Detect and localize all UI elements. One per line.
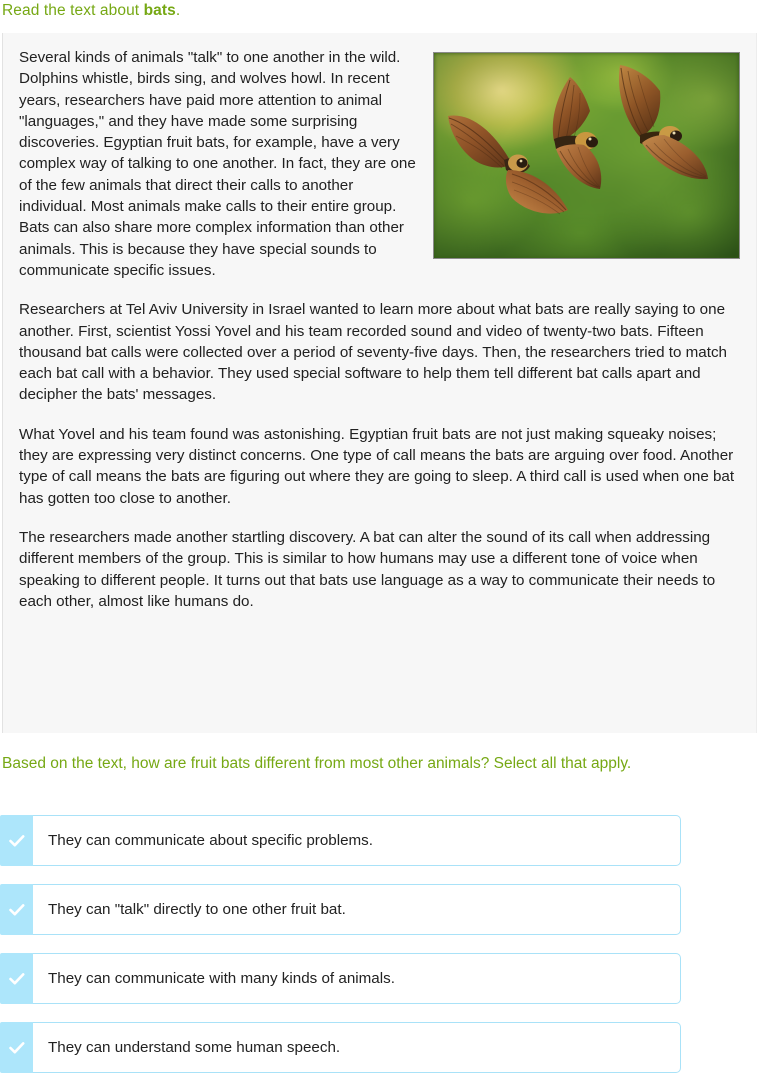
answer-option-4-body[interactable] [33,1022,681,1073]
answer-option-3-body[interactable] [33,953,681,1004]
answer-option-2-body[interactable] [33,884,681,935]
answer-option-2-label: They can "talk" directly to one other fruit bat. [48,900,346,918]
checkbox-3[interactable] [0,953,33,1004]
question-text: Based on the text, how are fruit bats different from most other animals? Select all that apply. [2,755,632,772]
check-icon [9,1041,25,1055]
check-icon [9,972,25,986]
answer-option-1-label: They can communicate about specific problems. [48,831,373,849]
checkbox-4[interactable] [0,1022,33,1073]
answer-option-4[interactable] [0,1022,681,1073]
passage-paragraph-2: Researchers at Tel Aviv University in Israel wanted to learn more about what bats are really saying to one another. First, scientist Yossi Yovel and his team recorded sound and video of twenty-two bats. Fifteen thousand bat calls were collected over a period of seventy-five days. Then, the researchers tried to match each bat call with a behavior. They used special software to help them tell different bat calls apart and decipher the bats' messages. [19,301,727,404]
passage-box [2,33,757,733]
check-icon [9,834,25,848]
passage-paragraph-4: The researchers made another startling discovery. A bat can alter the sound of its call when addressing different members of the group. This is similar to how humans may use a different tone of voice when speaking to different people. It turns out that bats use language as a way to communicate their needs to each other, almost like humans do. [19,528,716,610]
answer-option-1-body[interactable] [33,815,681,866]
answer-option-4-label: They can understand some human speech. [48,1038,341,1056]
answer-options-list [0,815,762,1075]
checkbox-1[interactable] [0,815,33,866]
answer-option-3[interactable] [0,953,681,1004]
checkbox-2[interactable] [0,884,33,935]
instruction-topic: bats [143,2,176,19]
bats-in-flight-photo [433,52,740,259]
instruction-text-before: Read the text about [2,2,144,19]
answer-option-1[interactable] [0,815,681,866]
answer-option-3-label: They can communicate with many kinds of animals. [48,969,395,987]
instruction-text-after: . [175,2,181,19]
passage-paragraph-1: Several kinds of animals "talk" to one another in the wild. Dolphins whistle, birds sing, and wolves howl. In recent years, researchers have paid more attention to animal "languages," and they have made some surprising discoveries. Egyptian fruit bats, for example, have a very complex way of talking to one another. In fact, they are one of the few animals that direct their calls to another individual. Most animals make calls to their entire group. Bats can also share more complex information than other animals. This is because they have special sounds to communicate specific issues. [19,49,416,279]
bat-right-icon [602,59,732,194]
passage-paragraph-3: What Yovel and his team found was astonishing. Egyptian fruit bats are not just making squeaky noises; they are expressing very distinct concerns. One type of call means the bats are arguing over food. Another type of call means the bats are figuring out where they are going to sleep. A third call is used when one bat has gotten too close to another. [19,425,735,507]
answer-option-2[interactable] [0,884,681,935]
instruction-heading [2,0,754,21]
check-icon [9,903,25,917]
